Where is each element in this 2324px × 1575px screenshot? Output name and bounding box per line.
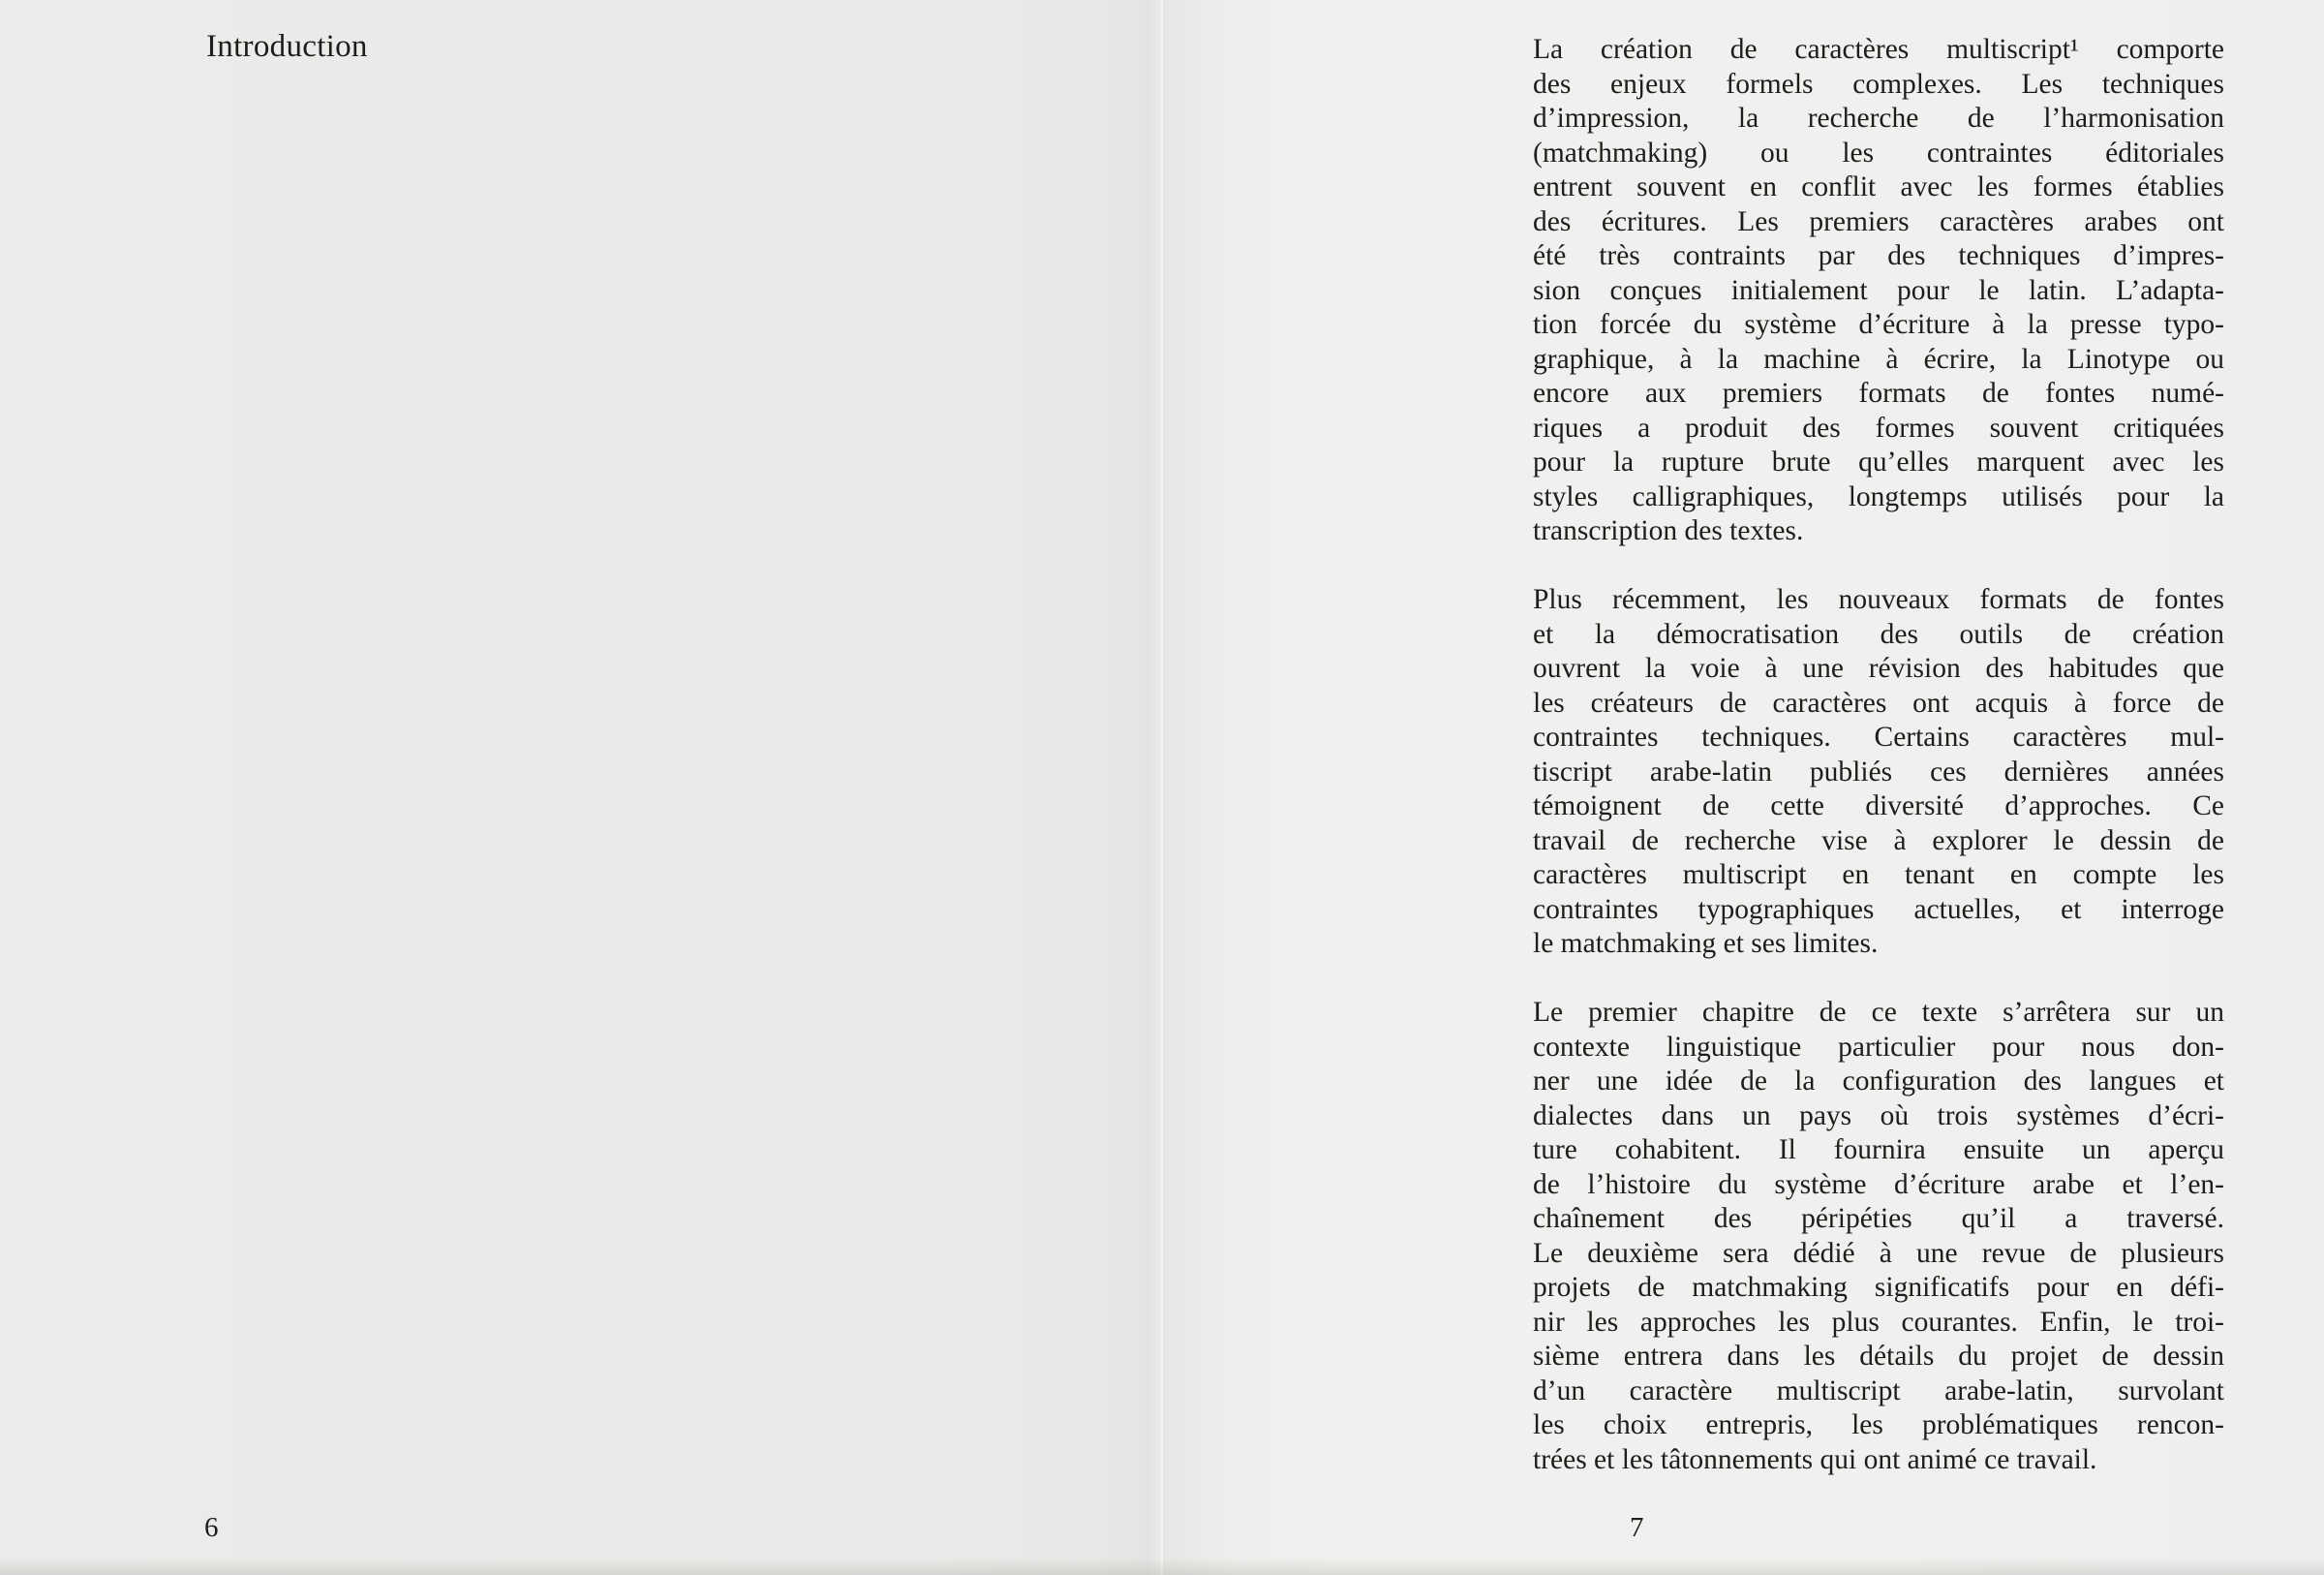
text-line: Plus récemment, les nouveaux formats de fontes	[1533, 584, 2224, 615]
paragraph-1	[1533, 33, 2224, 549]
text-line: contraintes typographiques actuelles, et interroge	[1533, 893, 2224, 925]
text-line: ouvrent la voie à une révision des habitudes que	[1533, 653, 2224, 684]
text-line: ture cohabitent. Il fournira ensuite un aperçu	[1533, 1134, 2224, 1165]
text-line: sième entrera dans les détails du projet de dessin	[1533, 1341, 2224, 1372]
text-line: encore aux premiers formats de fontes numé-	[1533, 378, 2224, 409]
text-line: dialectes dans un pays où trois systèmes d’écri-	[1533, 1099, 2224, 1131]
text-line: riques a produit des formes souvent critiquées	[1533, 412, 2224, 444]
text-line: projets de matchmaking significatifs pour en défi-	[1533, 1272, 2224, 1303]
text-line: ner une idée de la configuration des langues et	[1533, 1065, 2224, 1096]
right-page	[1162, 0, 2324, 1575]
text-line: tiscript arabe-latin publiés ces dernières années	[1533, 756, 2224, 788]
text-line: tion forcée du système d’écriture à la presse typo-	[1533, 309, 2224, 340]
text-line: transcription des textes.	[1533, 515, 1804, 546]
text-line: La création de caractères multiscript¹ comporte	[1533, 34, 2224, 65]
text-line: d’un caractère multiscript arabe-latin, survolant	[1533, 1374, 2224, 1406]
body-text-column	[1533, 33, 2224, 1477]
text-line: contraintes techniques. Certains caractères mul-	[1533, 722, 2224, 753]
page-number-right: 7	[1630, 1512, 1644, 1543]
text-line: styles calligraphiques, longtemps utilisés pour la	[1533, 480, 2224, 512]
bottom-page-edge-shadow	[0, 1558, 2324, 1575]
text-line: contexte linguistique particulier pour nous don-	[1533, 1031, 2224, 1063]
text-line: le matchmaking et ses limites.	[1533, 928, 1879, 959]
text-line: trées et les tâtonnements qui ont animé ce travail.	[1533, 1443, 2097, 1475]
text-line: travail de recherche vise à explorer le dessin de	[1533, 824, 2224, 856]
text-line: les choix entrepris, les problématiques rencon-	[1533, 1409, 2224, 1440]
text-line: graphique, à la machine à écrire, la Linotype ou	[1533, 343, 2224, 375]
text-line: (matchmaking) ou les contraintes éditoriales	[1533, 137, 2224, 169]
text-line: été très contraints par des techniques d’impres-	[1533, 240, 2224, 271]
text-line: Le premier chapitre de ce texte s’arrêtera sur un	[1533, 997, 2224, 1028]
paragraph-3	[1533, 996, 2224, 1477]
text-line: des enjeux formels complexes. Les techniques	[1533, 68, 2224, 100]
page-number-left: 6	[204, 1512, 219, 1543]
gutter-fold-line	[1161, 0, 1163, 1575]
text-line: sion conçues initialement pour le latin. L’adapta-	[1533, 274, 2224, 306]
text-line: témoignent de cette diversité d’approches. Ce	[1533, 790, 2224, 821]
text-line: nir les approches les plus courantes. Enfin, le troi-	[1533, 1306, 2224, 1338]
text-line: et la démocratisation des outils de création	[1533, 618, 2224, 650]
text-line: entrent souvent en conflit avec les formes établies	[1533, 171, 2224, 202]
text-line: pour la rupture brute qu’elles marquent avec les	[1533, 447, 2224, 478]
text-line: d’impression, la recherche de l’harmonisation	[1533, 103, 2224, 134]
paragraph-2	[1533, 583, 2224, 962]
text-line: Le deuxième sera dédié à une revue de plusieurs	[1533, 1237, 2224, 1269]
text-line: les créateurs de caractères ont acquis à force de	[1533, 687, 2224, 719]
text-line: caractères multiscript en tenant en compte les	[1533, 859, 2224, 890]
text-line: des écritures. Les premiers caractères arabes ont	[1533, 205, 2224, 237]
text-line: de l’histoire du système d’écriture arabe et l’en-	[1533, 1168, 2224, 1200]
chapter-heading: Introduction	[206, 29, 368, 64]
text-line: chaînement des péripéties qu’il a traversé.	[1533, 1203, 2224, 1234]
